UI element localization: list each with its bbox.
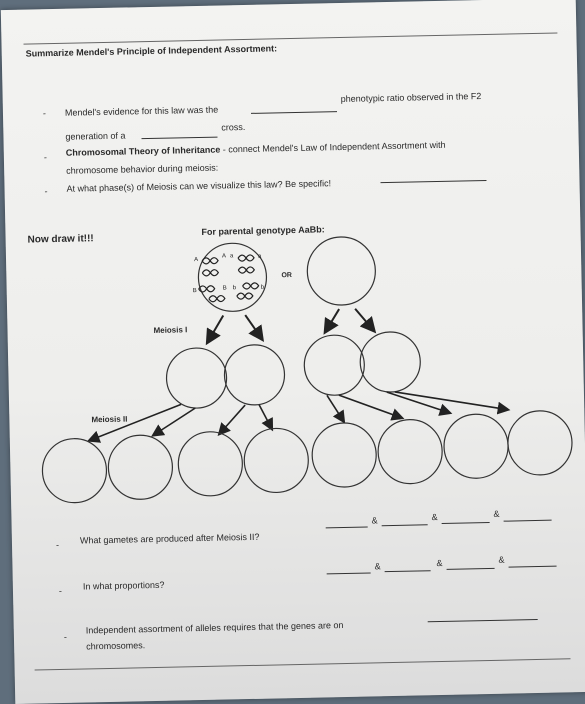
meiosis1-arrows (207, 308, 374, 341)
allele-label: B (222, 285, 227, 292)
meiosis1-label: Meiosis I (153, 325, 188, 335)
bullet-marker: - (43, 152, 47, 163)
bullet1-text-a: Mendel's evidence for this law was the (64, 104, 219, 118)
meiosis1-cell-3[interactable] (304, 335, 365, 396)
bullet1-text-c: generation of a (65, 130, 126, 142)
allele-label: a (229, 253, 234, 260)
meiosis1-cell-4[interactable] (360, 331, 421, 392)
gamete-cell-3[interactable] (178, 431, 243, 496)
allele-label: B (192, 288, 197, 295)
gamete-cell-8[interactable] (507, 410, 572, 475)
bullet-marker: - (58, 585, 63, 597)
gamete-cell-4[interactable] (244, 428, 309, 493)
bullet1-text-d: cross. (221, 122, 246, 133)
meiosis2-arrows (89, 390, 508, 441)
heading: Summarize Mendel's Principle of Independent Assortment: (25, 43, 278, 59)
independent-question: Independent assortment of alleles requires that the genes are on (85, 620, 344, 636)
bullet2-line2: chromosome behavior during meiosis: (66, 162, 219, 176)
bullet1-text-b: phenotypic ratio observed in the F2 (340, 91, 482, 104)
allele-label: b (260, 284, 265, 291)
bullet-marker: - (42, 108, 47, 119)
parent-cell-2[interactable] (307, 236, 376, 305)
ampersand: & (374, 561, 381, 572)
bullet3-text: At what phase(s) of Meiosis can we visualize this law? Be specific! (66, 178, 332, 194)
allele-label: A (221, 253, 227, 260)
chromosome-pair-bb (199, 283, 259, 302)
meiosis1-cell-1[interactable] (166, 347, 227, 408)
gamete-cell-5[interactable] (312, 422, 377, 487)
bullet-marker: - (63, 631, 68, 642)
gamete-cell-1[interactable] (42, 438, 107, 503)
bullet2-bold: Chromosomal Theory of Inheritance (65, 144, 221, 158)
bullet2-rest: - connect Mendel's Law of Independent Assortment with (220, 139, 446, 155)
genotype-prompt: For parental genotype AaBb: (201, 224, 325, 237)
proportions-question: In what proportions? (82, 579, 165, 592)
independent-question-end: chromosomes. (86, 640, 146, 652)
ampersand: & (431, 512, 438, 523)
ampersand: & (371, 515, 378, 526)
draw-title: Now draw it!!! (27, 233, 94, 246)
bullet-marker: - (44, 186, 48, 197)
meiosis1-cell-2[interactable] (224, 344, 285, 405)
allele-label: a (257, 253, 262, 260)
gamete-cell-6[interactable] (377, 419, 442, 484)
worksheet-page (1, 0, 585, 704)
allele-label: b (232, 285, 237, 292)
bullet-marker: - (55, 539, 60, 551)
chromosome-pair-aa (202, 255, 254, 276)
ampersand: & (436, 557, 443, 569)
gamete-cell-7[interactable] (443, 414, 508, 479)
allele-label: A (194, 257, 199, 264)
ampersand: & (493, 508, 500, 519)
meiosis-diagram (1, 0, 585, 704)
meiosis2-label: Meiosis II (91, 414, 128, 425)
gamete-cell-2[interactable] (108, 435, 173, 500)
ampersand: & (498, 554, 505, 565)
or-label: OR (281, 272, 292, 280)
gametes-question: What gametes are produced after Meiosis II? (79, 531, 260, 546)
